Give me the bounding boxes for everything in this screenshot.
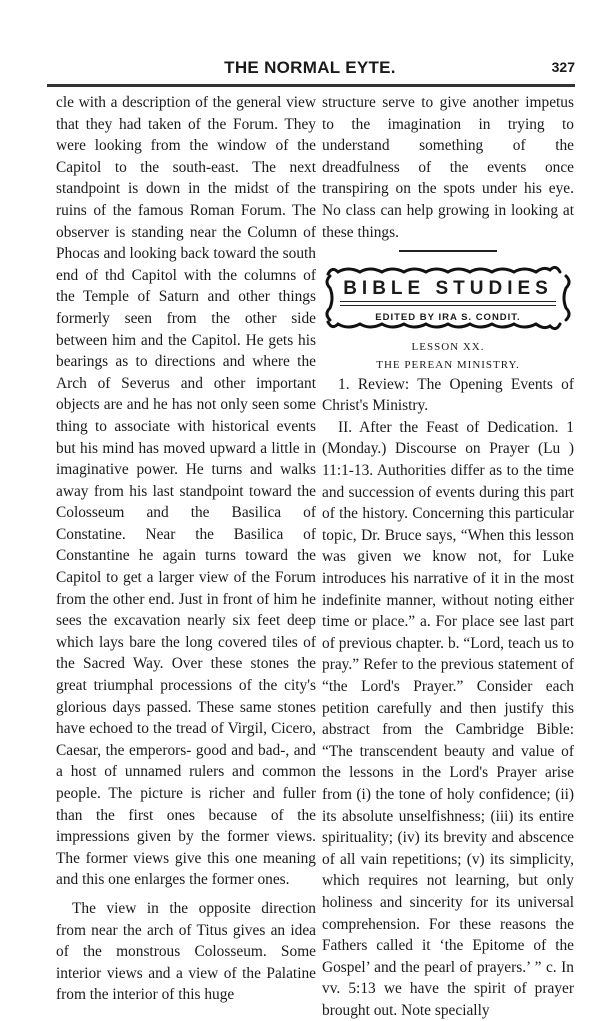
lesson-title: THE PEREAN MINISTRY. [376, 358, 520, 371]
header-rule [47, 84, 575, 87]
paragraph-feast-of-dedication: II. After the Feast of Dedication. 1 (Monday.) Discourse on Prayer (Lu ) 11:1-13. Authorities differ as to the time and succession of events during this part of the history. Concerning this particular topic, Dr. Bruce says, “When this lesson was given we know not, for Luke introduces his narrative of it in the most indefinite manner, without noting either time or place.” a. For place see last part of previous chapter. b. “Lord, teach us to pray.” Refer to the previous statement of “the Lord's Prayer.” Consider each petition carefully and then justify this abstract from the Cambridge Bible: “The transcendent beauty and value of the lessons in the Lord's Prayer arise from (i) the tone of holy confidence; (ii) its absolute unselfishness; (iii) its entire spirituality; (iv) its brevity and abscence of all vain repetitions; (v) its simplicity, which requires not learning, but only holiness and sincerity for its universal comprehension. For these reasons the Fathers called it ‘the Epitome of the Gospel’ and the pearl of prayers.’ ” c. In vv. 5:13 we have the spirit of prayer brought out. Note specially [322, 418, 574, 1019]
bible-studies-banner [322, 262, 574, 332]
page-number: 327 [551, 59, 575, 75]
bible-studies-title: BIBLE STUDIES [343, 277, 553, 299]
paragraph-arch-of-titus: The view in the opposite direction from near the arch of Titus gives an idea of the monstrous Colosseum. Some interior views and a view of the Palatine from the interior of this huge [56, 899, 316, 1004]
paragraph-review: 1. Review: The Opening Events of Christ's Ministry. [322, 375, 574, 415]
running-header [45, 58, 575, 82]
section-divider [399, 250, 497, 252]
journal-title: THE NORMAL EYTE. [224, 58, 396, 77]
editor-credit: EDITED BY IRA S. CONDIT. [375, 311, 521, 323]
title-double-rule [340, 301, 556, 306]
paragraph-continuation: structure serve to give another impetus to the imagination in trying to understand something of the dreadfulness of the events once transpiring on the spots under his eye. No class can help growing in looking at these things. [322, 94, 574, 241]
paragraph-forum-views: cle with a description of the general view that they had taken of the Forum. They were looking from the window of the Capitol to the south-east. The next standpoint is down in the midst of the ruins of the famous Roman Forum. The observer is standing near the Column of Phocas and looking back toward the south end of thd Capitol with the columns of the Temple of Saturn and other things formerly seen from the other side between him and the Capitol. He gets his bearings as to directions and where the Arch of Severus and other important objects are and he has not only seen some thing to associate with historical events but his mind has moved upward a little in imaginative power. He turns and walks away from his last standpoint toward the Colosseum and the Basilica of Constatine. Near the Basilica of Constantine he again turns toward the Capitol to get a larger view of the Forum from the other end. Just in front of him he sees the excavation nearly six feet deep which lays bare the long covered tiles of the Sacred Way. Over these stones the great triumphal processions of the city's glorious days passed. These same stones have echoed to the tread of Virgil, Cicero, Caesar, the emperors- good and bad-, and a host of unnamed rulers and common people. The picture is richer and fuller than the first ones because of the impressions given by the former views. The former views give this one meaning and this one enlarges the former ones. [56, 94, 316, 889]
right-column [322, 92, 574, 1021]
lesson-label: LESSON XX. [411, 340, 485, 353]
left-column [56, 92, 316, 1006]
